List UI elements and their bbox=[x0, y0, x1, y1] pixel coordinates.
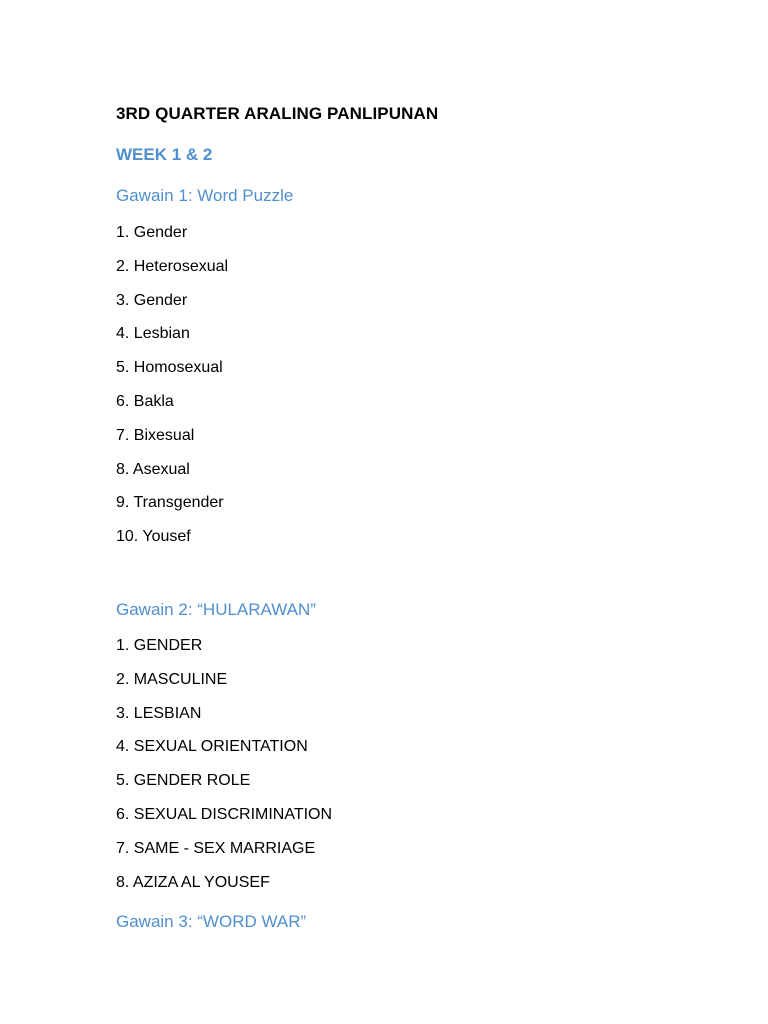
list-item: 9. Transgender bbox=[116, 494, 224, 512]
list-item: 7. SAME - SEX MARRIAGE bbox=[116, 839, 316, 857]
list-item: 8. Asexual bbox=[116, 460, 190, 478]
list-item: 4. Lesbian bbox=[116, 325, 190, 343]
gawain-2-list bbox=[116, 636, 332, 906]
list-item: 6. Bakla bbox=[116, 392, 174, 410]
list-item: 5. Homosexual bbox=[116, 359, 223, 377]
list-item: 1. Gender bbox=[116, 224, 188, 241]
list-item: 3. Gender bbox=[116, 291, 188, 309]
list-item: 6. SEXUAL DISCRIMINATION bbox=[116, 805, 333, 823]
list-item: 7. Bixesual bbox=[116, 426, 195, 444]
list-item: 2. MASCULINE bbox=[116, 670, 228, 688]
list-item: 4. SEXUAL ORIENTATION bbox=[116, 738, 308, 756]
week-heading: WEEK 1 & 2 bbox=[116, 145, 213, 164]
section-heading-gawain-1: Gawain 1: Word Puzzle bbox=[116, 186, 294, 205]
section-heading-gawain-3: Gawain 3: “WORD WAR” bbox=[116, 912, 307, 931]
list-item: 2. Heterosexual bbox=[116, 257, 229, 275]
section-heading-gawain-2: Gawain 2: “HULARAWAN” bbox=[116, 600, 316, 619]
list-item: 5. GENDER ROLE bbox=[116, 772, 251, 790]
list-item: 3. LESBIAN bbox=[116, 704, 202, 722]
list-item: 8. AZIZA AL YOUSEF bbox=[116, 873, 270, 891]
list-item: 10. Yousef bbox=[116, 528, 191, 546]
document-title: 3RD QUARTER ARALING PANLIPUNAN bbox=[116, 104, 439, 123]
list-item: 1. GENDER bbox=[116, 637, 203, 654]
gawain-1-list bbox=[116, 223, 228, 561]
